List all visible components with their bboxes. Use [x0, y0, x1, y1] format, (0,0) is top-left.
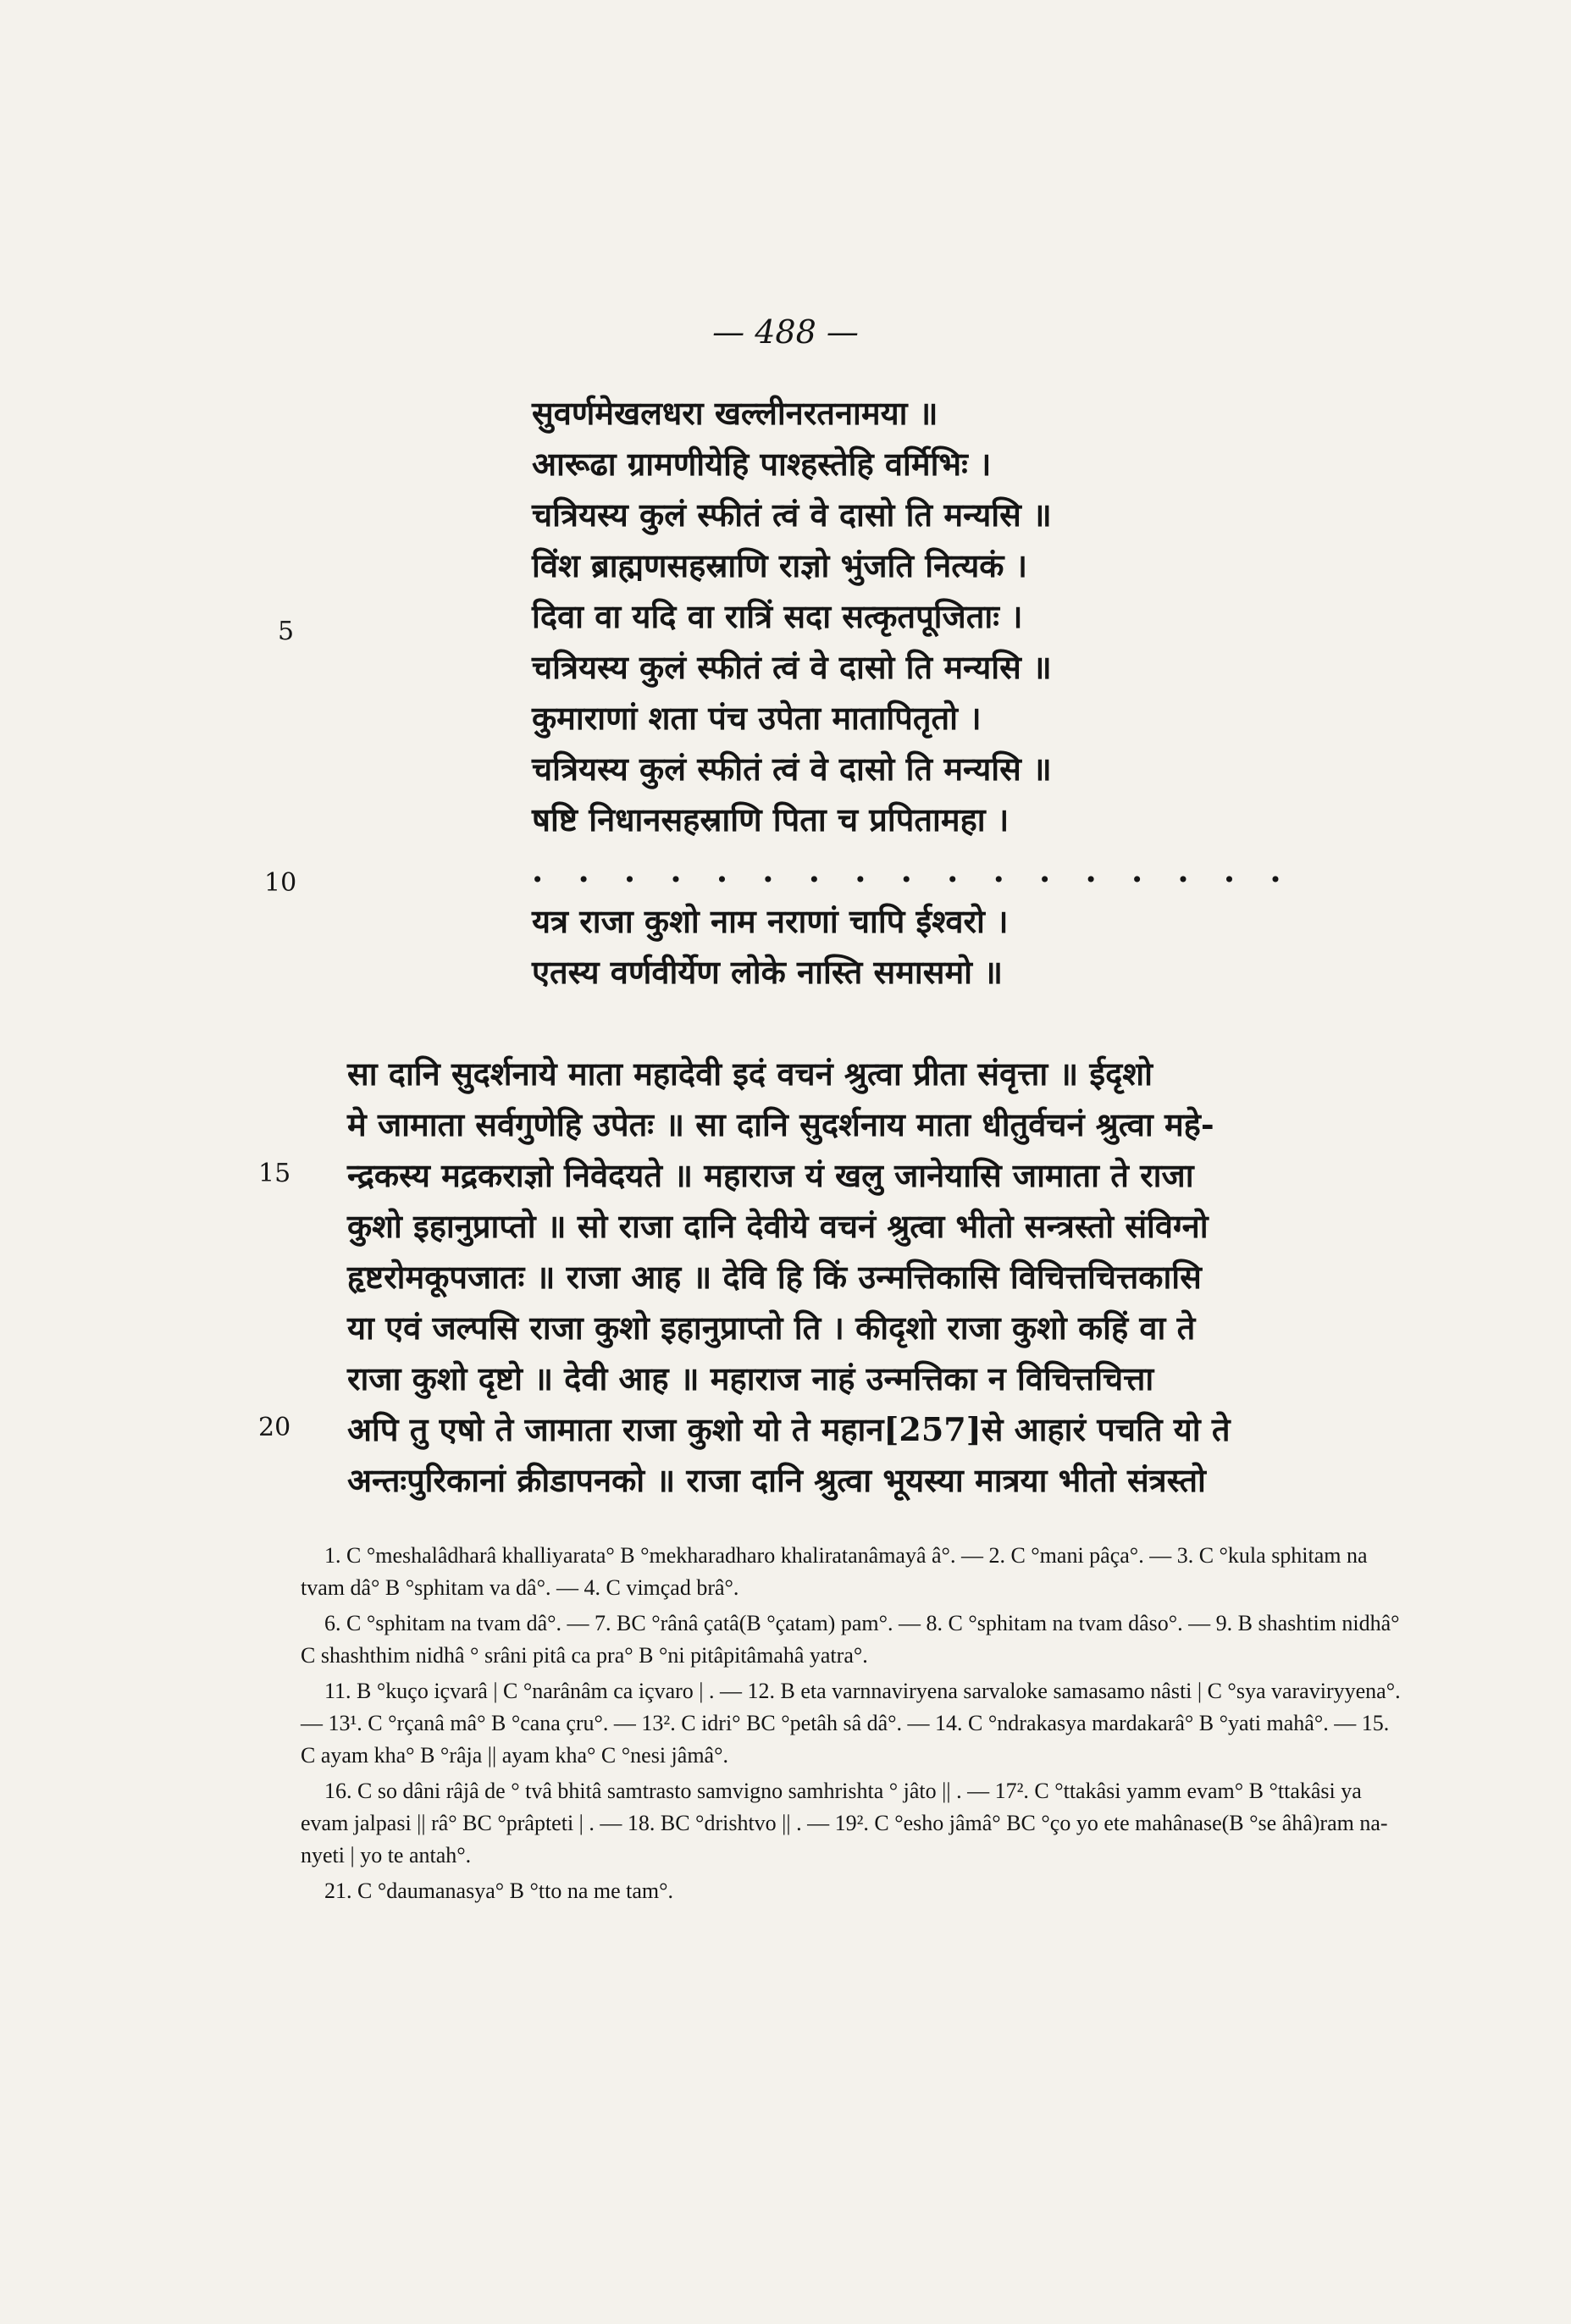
prose-line: राजा कुशो दृष्टो ॥ देवी आह ॥ महाराज नाहं उन्मत्तिका न विचित्तचित्ता [347, 1359, 1154, 1397]
verse-line: आरूढा ग्रामणीयेहि पाश्हस्तेहि वर्मिभिः । [532, 445, 992, 483]
prose-line: हृष्टरोमकूपजातः ॥ राजा आह ॥ देवि हि किं उन्मत्तिकासि विचित्तचित्तकासि [347, 1258, 1202, 1296]
verse-ellipsis-line: . . . . . . . . . . . . . . . . . [532, 851, 1293, 889]
prose-block [347, 1049, 1406, 1506]
prose-line: सा दानि सुदर्शनाये माता महादेवी इदं वचनं श्रुत्वा प्रीता संवृत्ता ॥ ईदृशो [347, 1054, 1153, 1093]
footnote-text: 16. C so dâni râjâ de ° tvâ bhitâ samtrasto samvigno samhrishta ° jâto || . — 17². C °ttakâsi yamm evam° B °ttakâsi ya evam jalpasi || râ° BC °prâpteti | . — 18. BC °drishtvo || . — 19². C °esho jâmâ° BC °ço yo ete mahânase(B °se âhâ)ram na-nyeti | yo te antah°. [301, 1779, 1388, 1868]
prose-line: अपि तु एषो ते जामाता राजा कुशो यो ते महान[257]से आहारं पचति यो ते [347, 1410, 1231, 1448]
verse-line: चत्रियस्य कुलं स्फीतं त्वं वे दासो ति मन्यसि ॥ [532, 648, 1052, 686]
footnote [301, 1875, 1406, 1907]
prose-line: न्द्रकस्य मद्रकराज्ञो निवेदयते ॥ महाराज यं खलु जानेयासि जामाता ते राजा [347, 1156, 1194, 1194]
line-number-10: 10 [264, 868, 297, 898]
verse-line: षष्टि निधानसहस्राणि पिता च प्रपितामहा । [532, 800, 1010, 838]
footnote [301, 1540, 1406, 1604]
footnote [301, 1607, 1406, 1672]
prose-line: कुशो इहानुप्राप्तो ॥ सो राजा दानि देवीये वचनं श्रुत्वा भीतो सन्त्रस्तो संविग्नो [347, 1207, 1209, 1245]
footnote-text: 1. C °meshalâdharâ khalliyarata° B °mekharadharo khaliratanâmayâ â°. — 2. C °mani pâça°. — 3. C °kula sphitam na tvam dâ° B °sphitam va dâ°. — 4. C vimçad brâ°. [301, 1543, 1368, 1600]
prose-line: अन्तःपुरिकानां क्रीडापनको ॥ राजा दानि श्रुत्वा भूयस्या मात्रया भीतो संत्रस्तो [347, 1461, 1206, 1499]
page-number: — 488 — [712, 313, 859, 351]
line-number-15: 15 [258, 1159, 291, 1188]
footnote-text: 11. B °kuço içvarâ | C °narânâm ca içvaro | . — 12. B eta varnnaviryena sarvaloke samasamo nâsti | C °sya varaviryyena°. — 13¹. C °rçanâ mâ° B °cana çru°. — 13². C idri° BC °petâh sâ dâ°. — 14. C °ndrakasya mardakarâ° B °yati mahâ°. — 15. C ayam kha° B °râja || ayam kha° C °nesi jâmâ°. [301, 1679, 1401, 1768]
verse-line: दिवा वा यदि वा रात्रिं सदा सत्कृतपूजिताः । [532, 597, 1023, 635]
footnotes [301, 1540, 1406, 1911]
prose-line: या एवं जल्पसि राजा कुशो इहानुप्राप्तो ति । कीदृशो राजा कुशो कहिं वा ते [347, 1309, 1196, 1347]
line-number-5: 5 [278, 617, 295, 646]
verse-line: सुवर्णमेखलधरा खल्लीनरतनामया ॥ [532, 394, 938, 432]
verse-line: एतस्य वर्णवीर्येण लोके नास्ति समासमो ॥ [532, 953, 1004, 991]
footnote [301, 1675, 1406, 1772]
verse-line: चत्रियस्य कुलं स्फीतं त्वं वे दासो ति मन्यसि ॥ [532, 495, 1052, 534]
footnote-text: 21. C °daumanasya° B °tto na me tam°. [324, 1879, 674, 1903]
line-number-20: 20 [258, 1413, 291, 1442]
verse-block [532, 388, 1293, 998]
verse-line: विंश ब्राह्मणसहस्राणि राज्ञो भुंजति नित्यकं । [532, 546, 1028, 584]
verse-line: कुमाराणां शता पंच उपेता मातापितृतो । [532, 699, 982, 737]
footnote-text: 6. C °sphitam na tvam dâ°. — 7. BC °rânâ çatâ(B °çatam) pam°. — 8. C °sphitam na tvam dâso°. — 9. B shashtim nidhâ° C shashthim nidhâ ° srâni pitâ ca pra° B °ni pitâpitâmahâ yatra°. [301, 1611, 1400, 1668]
verse-line: चत्रियस्य कुलं स्फीतं त्वं वे दासो ति मन्यसि ॥ [532, 750, 1052, 788]
prose-line: मे जामाता सर्वगुणेहि उपेतः ॥ सा दानि सुदर्शनाय माता धीतुर्वचनं श्रुत्वा महे- [347, 1105, 1214, 1143]
verse-line: यत्र राजा कुशो नाम नराणां चापि ईश्वरो । [532, 902, 1009, 940]
footnote [301, 1775, 1406, 1872]
